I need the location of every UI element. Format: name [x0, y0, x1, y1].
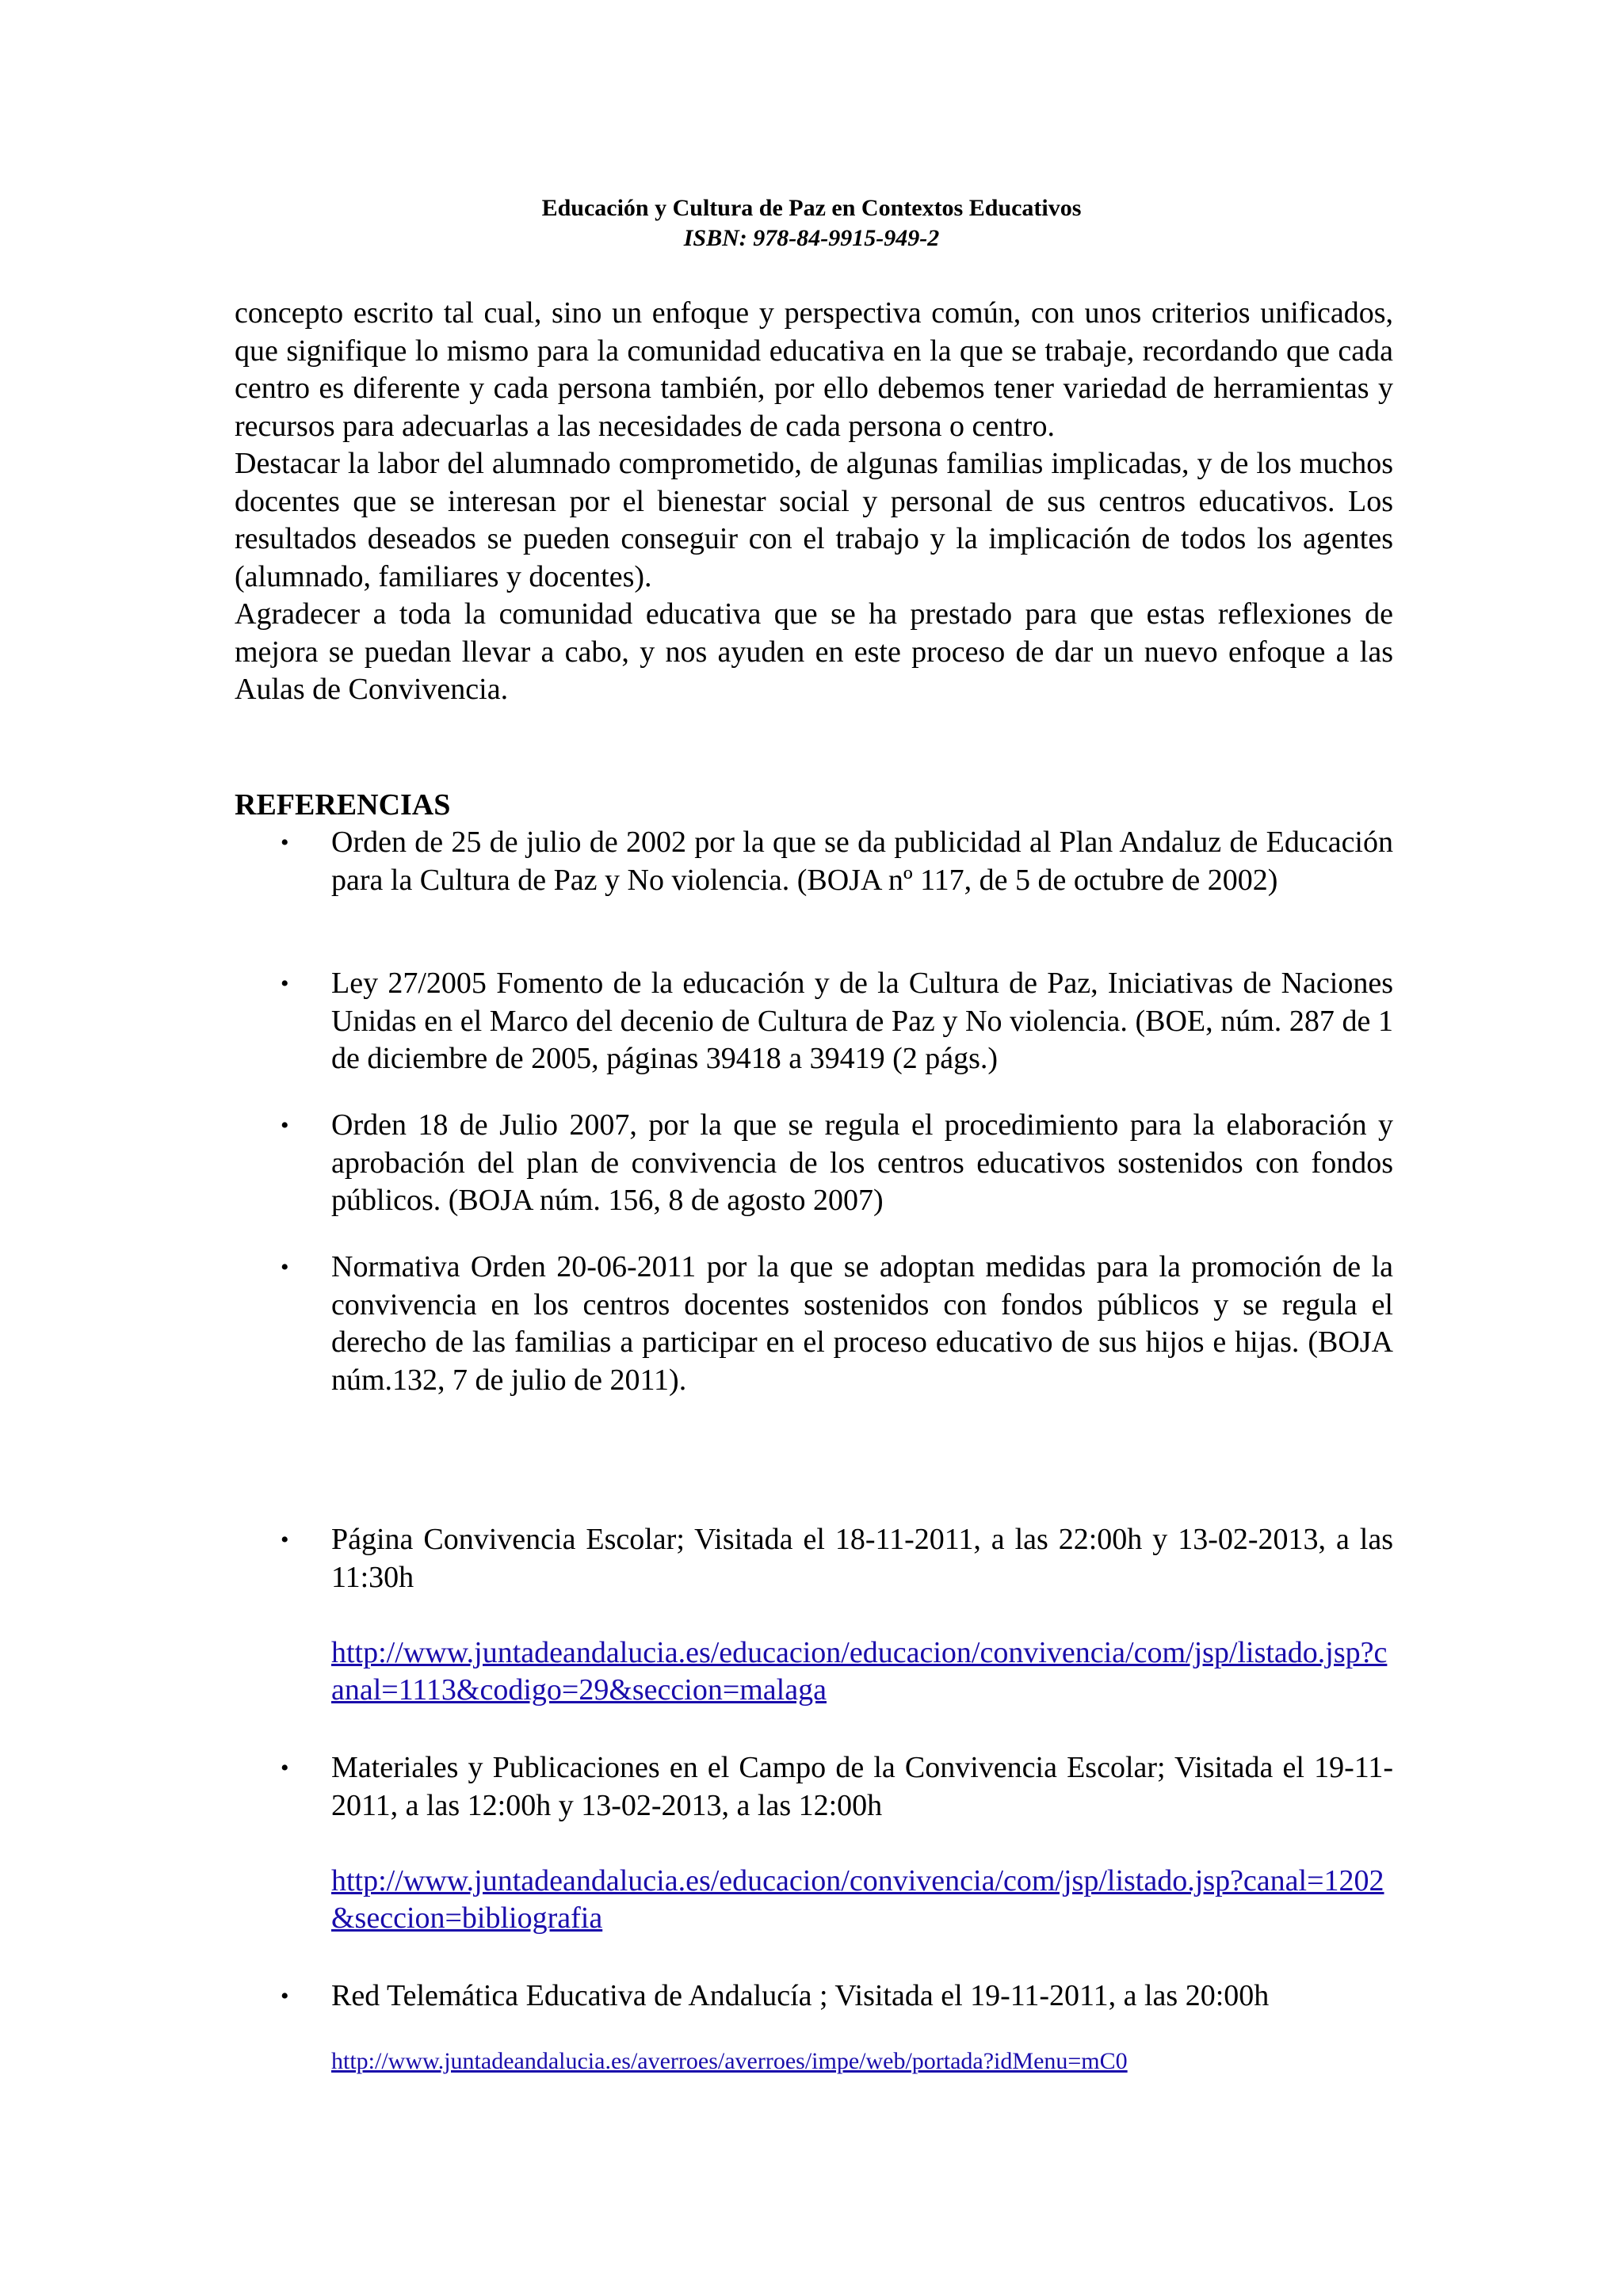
reference-text: Página Convivencia Escolar; Visitada el 18-11-2011, a las 22:00h y 13-02-2013, a las 11:30h [331, 1523, 1393, 1594]
bullet-icon: • [281, 1755, 289, 1781]
header-isbn: ISBN: 978-84-9915-949-2 [683, 225, 940, 251]
bullet-icon: • [281, 1983, 289, 2009]
body-text [235, 295, 1393, 709]
bullet-icon: • [281, 1254, 289, 1280]
page-header [0, 193, 1623, 254]
paragraph: Destacar la labor del alumnado comprometido, de algunas familias implicadas, y de los muchos docentes que se interesan por el bienestar social y personal de sus centros educativos. Los resultados deseados se pueden conseguir con el trabajo y la implicación de todos los agentes (alumnado, familiares y docentes). [235, 447, 1393, 593]
bullet-icon: • [281, 1112, 289, 1138]
reference-item [281, 1521, 1393, 1710]
reference-link[interactable]: http://www.juntadeandalucia.es/averroes/averroes/impe/web/portada?idMenu=mC0 [331, 2047, 1128, 2074]
bullet-icon: • [281, 830, 289, 856]
reference-item [281, 1107, 1393, 1220]
reference-item [281, 1749, 1393, 1938]
paragraph: concepto escrito tal cual, sino un enfoque y perspectiva común, con unos criterios unificados, que signifique lo mismo para la comunidad educativa en la que se trabaje, recordando que cada centro es diferente y cada persona también, por ello debemos tener variedad de herramientas y recursos para adecuarlas a las necesidades de cada persona o centro. [235, 296, 1393, 443]
reference-link[interactable]: http://www.juntadeandalucia.es/educacion/convivencia/com/jsp/listado.jsp?canal=1202&seccion=bibliografia [331, 1863, 1384, 1935]
reference-item [281, 1978, 1393, 2077]
reference-item [281, 824, 1393, 899]
reference-text: Orden de 25 de julio de 2002 por la que se da publicidad al Plan Andaluz de Educación para la Cultura de Paz y No violencia. (BOJA nº 117, de 5 de octubre de 2002) [331, 826, 1393, 897]
bullet-icon: • [281, 1527, 289, 1553]
reference-item [281, 1249, 1393, 1399]
reference-text: Red Telemática Educativa de Andalucía ; Visitada el 19-11-2011, a las 20:00h [331, 1979, 1270, 2012]
header-title: Educación y Cultura de Paz en Contextos Educativos [541, 195, 1082, 221]
reference-text: Ley 27/2005 Fomento de la educación y de la Cultura de Paz, Iniciativas de Naciones Unidas en el Marco del decenio de Cultura de Paz y No violencia. (BOE, núm. 287 de 1 de diciembre de 2005, páginas 39418 a 39419 (2 págs.) [331, 967, 1393, 1075]
reference-link[interactable]: http://www.juntadeandalucia.es/educacion/educacion/convivencia/com/jsp/listado.jsp?canal=1113&codigo=29&seccion=malaga [331, 1635, 1388, 1707]
reference-text: Orden 18 de Julio 2007, por la que se regula el procedimiento para la elaboración y aprobación del plan de convivencia de los centros educativos sostenidos con fondos públicos. (BOJA núm. 156, 8 de agosto 2007) [331, 1108, 1393, 1217]
bullet-icon: • [281, 971, 289, 997]
reference-item [281, 965, 1393, 1078]
references-heading: REFERENCIAS [235, 788, 451, 822]
reference-text: Normativa Orden 20-06-2011 por la que se adoptan medidas para la promoción de la convivencia en los centros docentes sostenidos con fondos públicos y se regula el derecho de las familias a participar en el proceso educativo de sus hijos e hijas. (BOJA núm.132, 7 de julio de 2011). [331, 1250, 1393, 1397]
paragraph: Agradecer a toda la comunidad educativa que se ha prestado para que estas reflexiones de mejora se puedan llevar a cabo, y nos ayuden en este proceso de dar un nuevo enfoque a las Aulas de Convivencia. [235, 597, 1393, 706]
reference-text: Materiales y Publicaciones en el Campo de la Convivencia Escolar; Visitada el 19-11-2011, a las 12:00h y 13-02-2013, a las 12:00h [331, 1751, 1393, 1822]
